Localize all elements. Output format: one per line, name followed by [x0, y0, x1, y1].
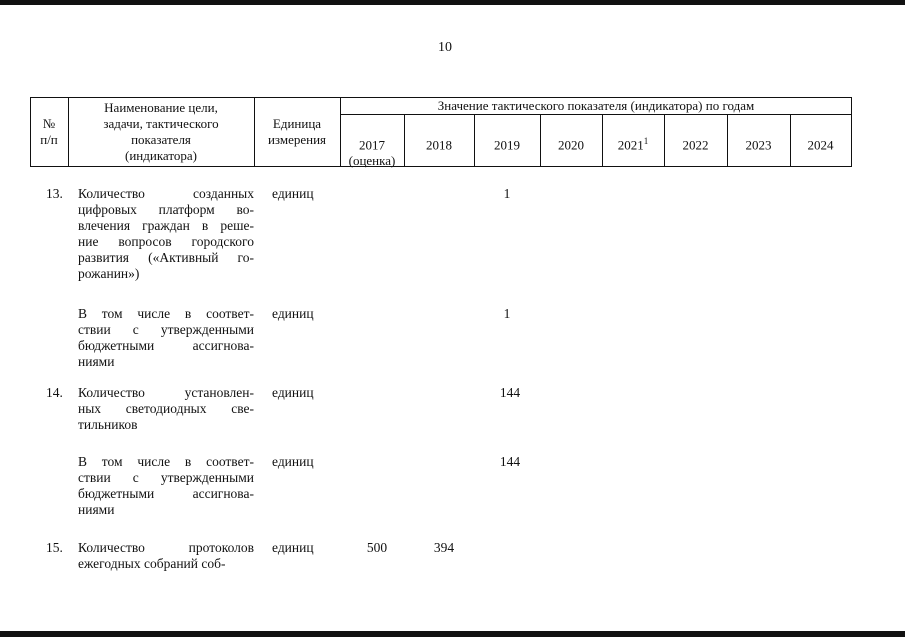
row-unit: единиц — [272, 454, 314, 469]
row-unit: единиц — [272, 306, 314, 321]
header-year-2023: 2023 — [745, 137, 772, 153]
table-header — [30, 97, 852, 167]
header-col-values-group: Значение тактического показателя (индикатора) по годам — [437, 98, 755, 113]
header-year-2017: 2017 (оценка) — [348, 137, 396, 169]
row-value-2019: 1 — [503, 306, 511, 321]
bottom-rule — [0, 631, 905, 637]
header-col-unit: Единица измерения — [267, 116, 327, 147]
row-value-2019: 144 — [499, 454, 521, 469]
header-bottom-border — [30, 166, 852, 167]
row-number: 13. — [46, 186, 63, 201]
row-value-2017: 500 — [366, 540, 388, 555]
header-col-name: Наименование цели, задачи, тактического показателя (индикатора) — [103, 100, 219, 163]
row-name: В том числе в соответ- ствии с утвержденными бюджетными ассигнова- ниями — [78, 306, 254, 369]
page-number: 10 — [438, 40, 452, 55]
row-unit: единиц — [272, 540, 314, 555]
row-unit: единиц — [272, 385, 314, 400]
row-number: 14. — [46, 385, 63, 400]
header-year-2024: 2024 — [807, 137, 834, 153]
header-group-divider — [340, 114, 852, 115]
top-rule — [0, 0, 905, 5]
header-year-2019: 2019 — [494, 137, 520, 153]
header-year-2018: 2018 — [426, 137, 452, 153]
row-name: Количество созданных цифровых платформ во- влечения граждан в реше- ние вопросов городского развития («Активный го- рожанин») — [78, 186, 254, 281]
row-value-2018: 394 — [433, 540, 455, 555]
header-col-num: № п/п — [40, 116, 58, 147]
row-name: Количество протоколов ежегодных собраний соб- — [78, 540, 254, 571]
row-unit: единиц — [272, 186, 314, 201]
row-value-2019: 144 — [499, 385, 521, 400]
row-name: Количество установлен- ных светодиодных све- тильников — [78, 385, 254, 432]
header-year-2022: 2022 — [682, 137, 709, 153]
header-year-2020: 2020 — [558, 137, 584, 153]
header-year-2021: 2021$^1$ — [617, 136, 649, 153]
row-number: 15. — [46, 540, 63, 555]
row-name: В том числе в соответ- ствии с утвержденными бюджетными ассигнова- ниями — [78, 454, 254, 517]
row-value-2019: 1 — [503, 186, 511, 201]
